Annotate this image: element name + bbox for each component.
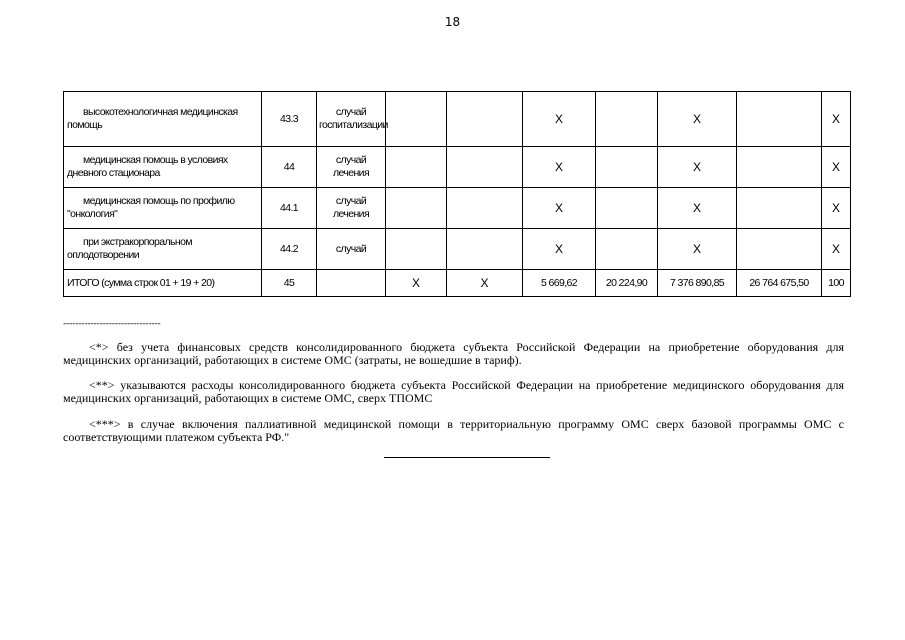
value-cell <box>386 229 447 270</box>
value-cell <box>386 92 447 147</box>
value-cell: X <box>822 229 851 270</box>
unit-cell: случай лечения <box>317 147 386 188</box>
row-number-cell: 44.2 <box>262 229 317 270</box>
page-number: 18 <box>444 15 461 29</box>
value-cell <box>447 229 523 270</box>
value-cell: 20 224,90 <box>596 270 658 297</box>
row-number-cell: 43.3 <box>262 92 317 147</box>
table-row-total <box>64 270 851 297</box>
value-cell: X <box>822 147 851 188</box>
row-name-cell <box>64 229 262 270</box>
value-cell <box>596 92 658 147</box>
row-name-cell <box>64 147 262 188</box>
row-number-cell: 44.1 <box>262 188 317 229</box>
value-cell <box>737 229 822 270</box>
financing-table <box>63 91 851 297</box>
value-cell: 5 669,62 <box>523 270 596 297</box>
table-row <box>64 147 851 188</box>
value-cell <box>596 147 658 188</box>
value-cell <box>386 188 447 229</box>
value-cell: X <box>658 188 737 229</box>
value-cell: X <box>523 147 596 188</box>
table-row <box>64 188 851 229</box>
footnote-3-text: <***> в случае включения паллиативной медицинской помощи в территориальную программу ОМС сверх базовой программы ОМС с соответствующими платежом субъекта РФ." <box>63 417 844 444</box>
value-cell <box>737 92 822 147</box>
value-cell <box>447 188 523 229</box>
value-cell <box>447 92 523 147</box>
footnote-3 <box>63 418 844 444</box>
unit-cell <box>317 270 386 297</box>
unit-cell: случай лечения <box>317 188 386 229</box>
footnote-2-text: <**> указываются расходы консолидированного бюджета субъекта Российской Федерации на приобретение медицинского оборудования для медицинских организаций, работающих в системе ОМС, сверх ТПОМС <box>63 378 844 405</box>
end-rule <box>384 457 550 458</box>
value-cell <box>447 147 523 188</box>
footnote-2 <box>63 379 844 405</box>
value-cell: X <box>523 229 596 270</box>
row-name: медицинская помощь в условиях дневного стационара <box>67 154 228 179</box>
table-row <box>64 92 851 147</box>
value-cell: X <box>447 270 523 297</box>
value-cell: X <box>822 92 851 147</box>
value-cell: X <box>658 147 737 188</box>
row-name-cell <box>64 92 262 147</box>
unit-cell: случай госпитализации <box>317 92 386 147</box>
total-label-cell: ИТОГО (сумма строк 01 + 19 + 20) <box>64 270 262 297</box>
value-cell: X <box>822 188 851 229</box>
value-cell <box>737 188 822 229</box>
row-name-cell <box>64 188 262 229</box>
value-cell: X <box>658 92 737 147</box>
value-cell: 100 <box>822 270 851 297</box>
unit-cell: случай <box>317 229 386 270</box>
value-cell: X <box>658 229 737 270</box>
value-cell <box>737 147 822 188</box>
row-name: медицинская помощь по профилю "онкология" <box>67 195 235 220</box>
value-cell: 7 376 890,85 <box>658 270 737 297</box>
value-cell: X <box>386 270 447 297</box>
value-cell <box>596 188 658 229</box>
footnote-separator: -------------------------------- <box>63 319 161 329</box>
value-cell: 26 764 675,50 <box>737 270 822 297</box>
row-name: при экстракорпоральном оплодотворении <box>67 236 192 261</box>
value-cell: X <box>523 188 596 229</box>
footnote-1 <box>63 341 844 367</box>
footnote-1-text: <*> без учета финансовых средств консолидированного бюджета субъекта Российской Федерации на приобретение оборудования для медицинских организаций, работающих в системе ОМС (затраты, не вошедшие в тариф). <box>63 340 844 367</box>
value-cell: X <box>523 92 596 147</box>
value-cell <box>386 147 447 188</box>
value-cell <box>596 229 658 270</box>
row-name: высокотехнологичная медицинская помощь <box>67 106 238 131</box>
row-number-cell: 45 <box>262 270 317 297</box>
row-number-cell: 44 <box>262 147 317 188</box>
table-row <box>64 229 851 270</box>
